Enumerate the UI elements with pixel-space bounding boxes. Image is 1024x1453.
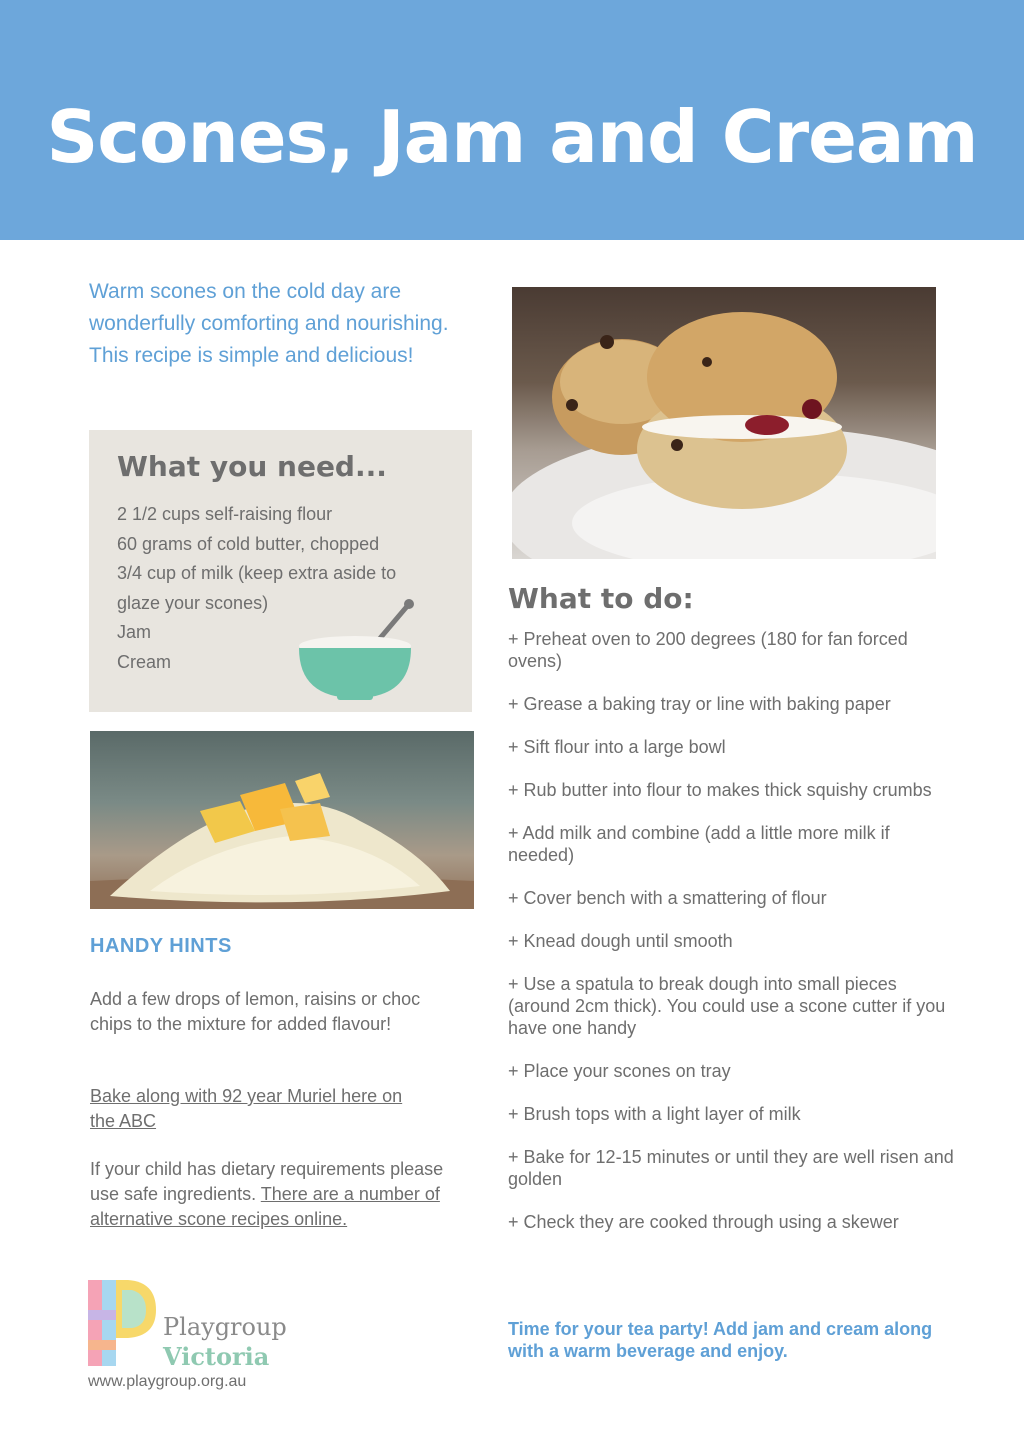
intro-text: Warm scones on the cold day are wonderfully comforting and nourishing. This recipe is simple and delicious! xyxy=(89,280,449,367)
dietary-text: If your child has dietary requirements please use safe ingredients. xyxy=(90,1159,444,1204)
instruction-step: + Rub butter into flour to makes thick squishy crumbs xyxy=(508,780,932,800)
logo-text-victoria: Victoria xyxy=(163,1342,270,1371)
instruction-step: + Check they are cooked through using a skewer xyxy=(508,1212,899,1232)
instruction-step: + Add milk and combine (add a little more milk if needed) xyxy=(508,823,890,865)
ingredient-item: 3/4 cup of milk (keep extra aside to glaze your scones) xyxy=(117,563,397,613)
ingredients-box xyxy=(89,430,472,712)
ingredient-item: Cream xyxy=(117,651,172,672)
handy-hints-heading: HANDY HINTS xyxy=(90,935,232,957)
instruction-step: + Grease a baking tray or line with baking paper xyxy=(508,694,891,714)
hint-dietary xyxy=(90,1157,450,1232)
ingredients-heading: What you need... xyxy=(117,450,387,483)
butter-flour-illustration xyxy=(90,731,474,909)
logo-text-playgroup: Playgroup xyxy=(163,1313,287,1341)
instruction-step: + Brush tops with a light layer of milk xyxy=(508,1104,801,1124)
ingredient-item: 60 grams of cold butter, chopped xyxy=(117,533,380,554)
playgroup-logo-icon xyxy=(88,1280,156,1366)
alternative-recipes-link[interactable]: There are a number of alternative scone recipes online. xyxy=(90,1184,440,1229)
instruction-step: + Use a spatula to break dough into small pieces (around 2cm thick). You could use a scone cutter if you have one handy xyxy=(508,974,946,1038)
closing-text: Time for your tea party! Add jam and cream along with a warm beverage and enjoy. xyxy=(508,1319,933,1361)
instruction-step: + Cover bench with a smattering of flour xyxy=(508,888,827,908)
instruction-step: + Bake for 12-15 minutes or until they are well risen and golden xyxy=(508,1147,954,1189)
hint-flavour: Add a few drops of lemon, raisins or choc chips to the mixture for added flavour! xyxy=(90,989,421,1034)
ingredient-item: 2 1/2 cups self-raising flour xyxy=(117,504,333,524)
instructions-list xyxy=(508,628,958,1254)
scones-photo xyxy=(512,287,936,559)
mixing-bowl-icon xyxy=(297,598,417,702)
ingredient-item: Jam xyxy=(117,622,152,642)
butter-flour-photo xyxy=(90,731,474,909)
header-banner xyxy=(0,0,1024,240)
instruction-step: + Sift flour into a large bowl xyxy=(508,737,726,757)
instruction-step: + Place your scones on tray xyxy=(508,1061,731,1081)
instructions-heading: What to do: xyxy=(508,582,694,615)
muriel-abc-link[interactable]: Bake along with 92 year Muriel here on the ABC xyxy=(90,1086,403,1131)
website-link[interactable]: www.playgroup.org.au xyxy=(88,1373,247,1390)
instruction-step: + Preheat oven to 200 degrees (180 for fan forced ovens) xyxy=(508,629,908,671)
scones-illustration xyxy=(512,287,936,559)
instruction-step: + Knead dough until smooth xyxy=(508,931,733,951)
page-title: Scones, Jam and Cream xyxy=(46,95,978,179)
